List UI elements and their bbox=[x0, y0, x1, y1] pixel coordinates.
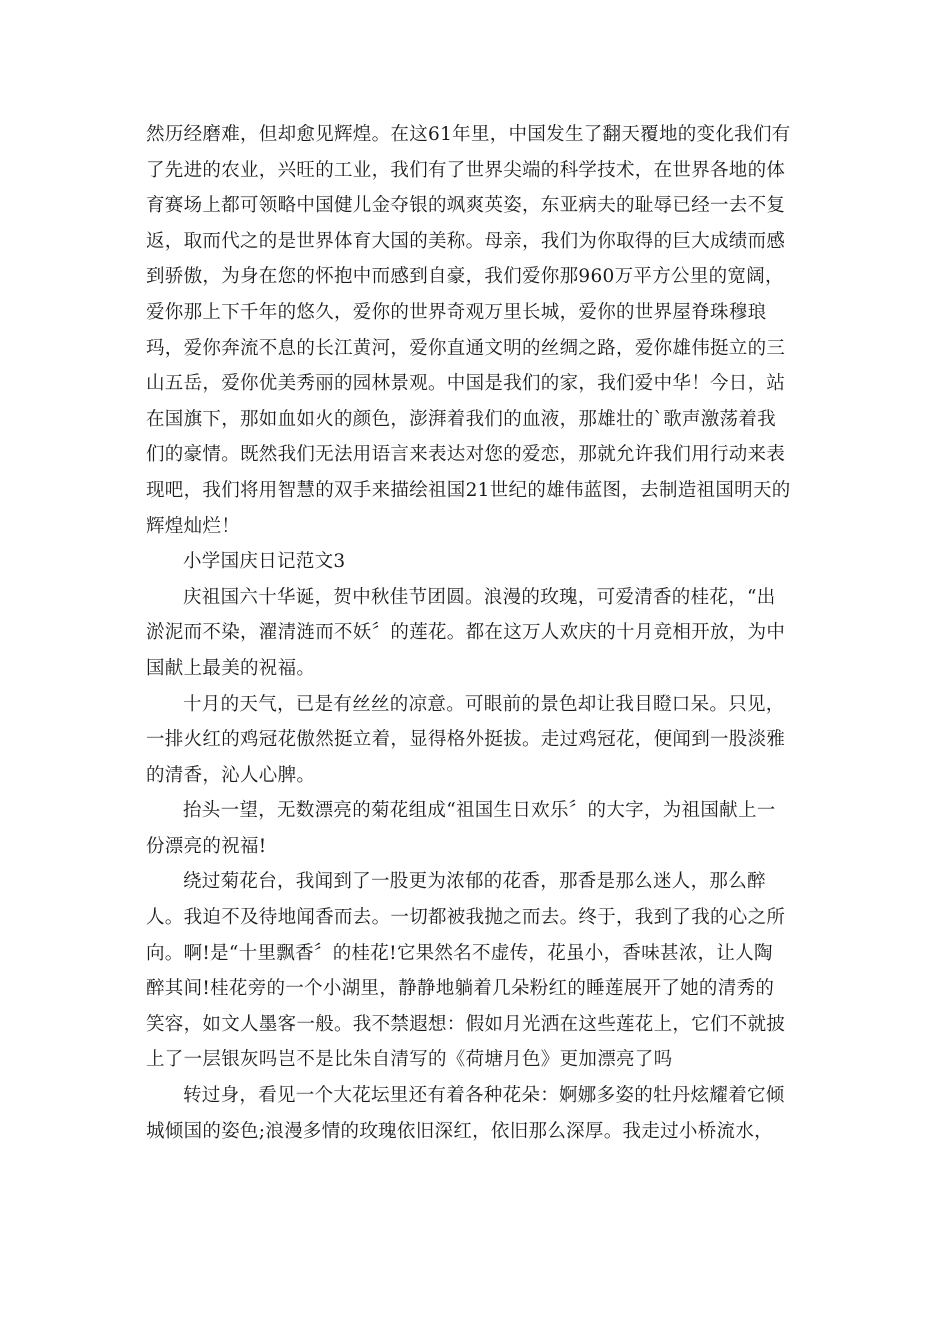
text-line: 山五岳，爱你优美秀丽的园林景观。中国是我们的家，我们爱中华！今日，站 bbox=[146, 373, 786, 395]
text-line: 一排火红的鸡冠花傲然挺立着，显得格外挺拔。走过鸡冠花，便闻到一股淡雅 bbox=[146, 729, 786, 751]
text-line: 辉煌灿烂！ bbox=[146, 515, 241, 537]
body-paragraph bbox=[146, 793, 806, 864]
text-line: 国献上最美的祝福。 bbox=[146, 657, 316, 679]
text-line: 庆祖国六十华诞，贺中秋佳节团圆。浪漫的玫瑰，可爱清香的桂花，“出 bbox=[183, 586, 776, 608]
text-line: 然历经磨难，但却愈见辉煌。在这61年里，中国发生了翻天覆地的变化我们有 bbox=[146, 124, 791, 145]
body-paragraph bbox=[146, 1078, 806, 1149]
text-line: 人。我迫不及待地闻香而去。一切都被我抛之而去。终于，我到了我的心之所 bbox=[146, 907, 786, 929]
text-line: 的清香，沁人心脾。 bbox=[146, 764, 316, 786]
text-line: 城倾国的姿色;浪漫多情的玫瑰依旧深红，依旧那么深厚。我走过小桥流水， bbox=[146, 1120, 773, 1142]
body-paragraph bbox=[146, 117, 806, 544]
text-line: 在国旗下，那如血如火的颜色，澎湃着我们的血液，那雄壮的`歌声激荡着我 bbox=[146, 408, 776, 430]
text-line: 醉其间!桂花旁的一个小湖里，静静地躺着几朵粉红的睡莲展开了她的清秀的 bbox=[146, 978, 775, 1000]
text-line: 转过身，看见一个大花坛里还有着各种花朵：婀娜多姿的牡丹炫耀着它倾 bbox=[183, 1085, 785, 1107]
text-line: 绕过菊花台，我闻到了一股更为浓郁的花香，那香是那么迷人，那么醉 bbox=[183, 871, 766, 893]
text-line: 十月的天气，已是有丝丝的凉意。可眼前的景色却让我目瞪口呆。只见， bbox=[183, 693, 785, 715]
body-paragraph bbox=[146, 864, 806, 1078]
text-line: 返，取而代之的是世界体育大国的美称。母亲，我们为你取得的巨大成绩而感 bbox=[146, 230, 786, 252]
text-line: 抬头一望，无数漂亮的菊花组成“祖国生日欢乐〞的大字，为祖国献上一 bbox=[183, 800, 776, 822]
body-paragraph bbox=[146, 580, 806, 687]
text-line: 小学国庆日记范文3 bbox=[183, 551, 346, 573]
text-line: 了先进的农业，兴旺的工业，我们有了世界尖端的科学技术，在世界各地的体 bbox=[146, 159, 786, 181]
text-line: 爱你那上下千年的悠久，爱你的世界奇观万里长城，爱你的世界屋脊珠穆琅 bbox=[146, 301, 767, 323]
section-heading bbox=[146, 544, 806, 580]
text-line: 现吧，我们将用智慧的双手来描绘祖国21世纪的雄伟蓝图，去制造祖国明天的 bbox=[146, 479, 791, 501]
body-paragraph bbox=[146, 687, 806, 794]
text-line: 份漂亮的祝福! bbox=[146, 835, 267, 857]
text-line: 向。啊!是“十里飘香〞的桂花!它果然名不虚传，花虽小，香味甚浓，让人陶 bbox=[146, 942, 773, 964]
text-line: 笑容，如文人墨客一般。我不禁遐想：假如月光洒在这些莲花上，它们不就披 bbox=[146, 1013, 786, 1035]
text-line: 育赛场上都可领略中国健儿金夺银的飒爽英姿，东亚病夫的耻辱已经一去不复 bbox=[146, 195, 786, 217]
document-page bbox=[146, 117, 806, 1149]
text-line: 到骄傲，为身在您的怀抱中而感到自豪，我们爱你那960万平方公里的宽阔， bbox=[146, 266, 784, 288]
text-line: 们的豪情。既然我们无法用语言来表达对您的爱恋，那就允许我们用行动来表 bbox=[146, 444, 786, 466]
text-line: 玛，爱你奔流不息的长江黄河，爱你直通文明的丝绸之路，爱你雄伟挺立的三 bbox=[146, 337, 786, 359]
text-line: 淤泥而不染，濯清涟而不妖〞的莲花。都在这万人欢庆的十月竞相开放，为中 bbox=[146, 622, 786, 644]
text-line: 上了一层银灰吗岂不是比朱自清写的《荷塘月色》更加漂亮了吗 bbox=[146, 1049, 673, 1071]
